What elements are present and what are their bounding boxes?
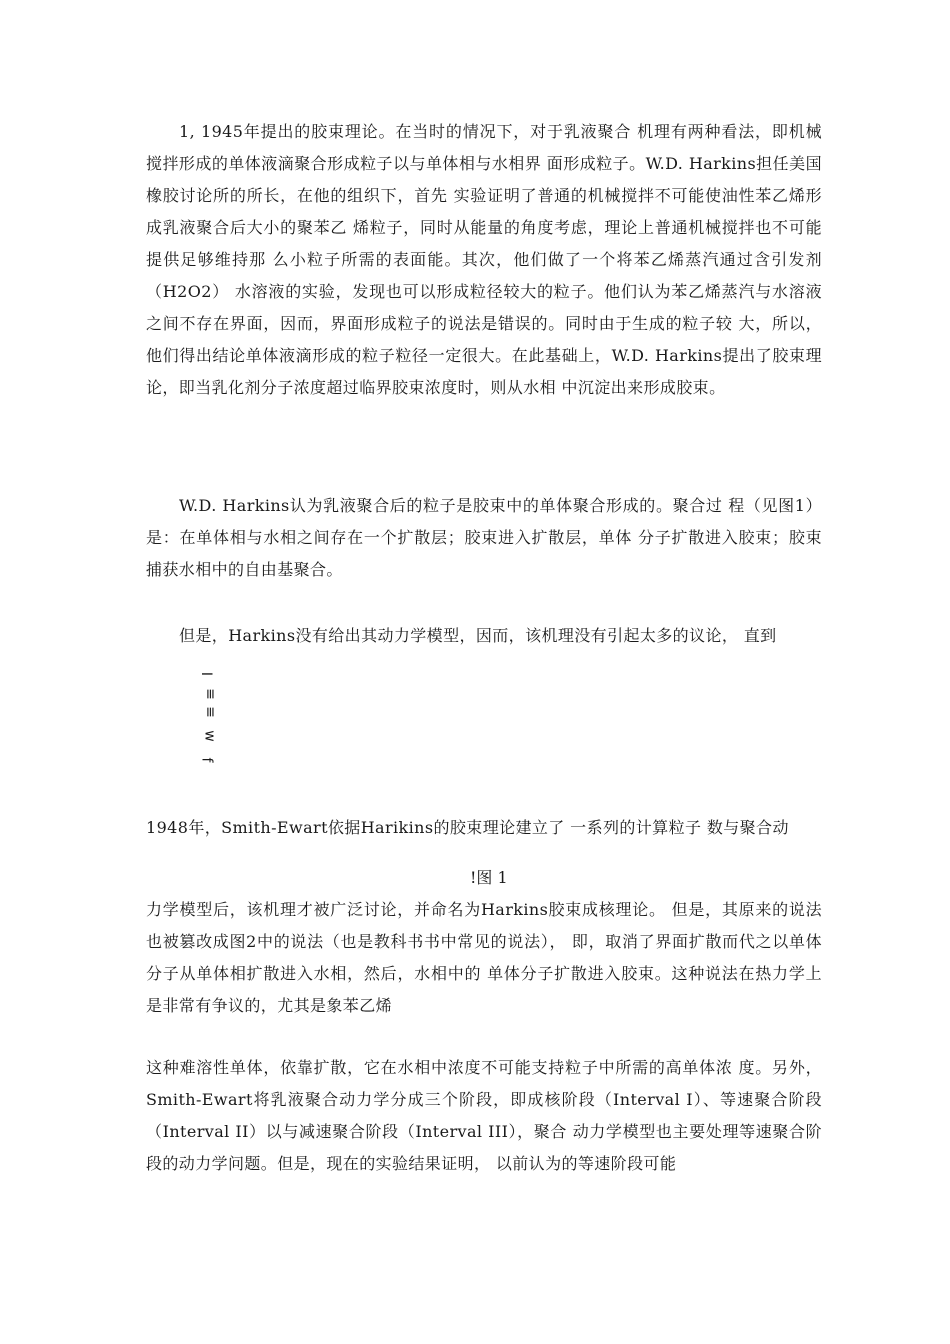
- figure-glyph: f: [198, 757, 215, 763]
- paragraph-6: 这种难溶性单体，依靠扩散，它在水相中浓度不可能支持粒子中所需的高单体浓 度。另外，Smith-Ewart将乳液聚合动力学分成三个阶段，即成核阶段（Interval I）、等速聚合阶段（Interval II）以与减速聚合阶段（Interval III），聚合 动力学模型也主要处理等速聚合阶段的动力学问题。但是，现在的实验结果证明， 以前认为的等速阶段可能: [146, 1058, 822, 1173]
- figure-caption: !图 1: [470, 868, 508, 887]
- paragraph-1: 1, 1945年提出的胶束理论。在当时的情况下，对于乳液聚合 机理有两种看法，即机械搅拌形成的单体液滴聚合形成粒子以与单体相与水相界 面形成粒子。W.D. Harkins担任美国橡胶讨论所的所长，在他的组织下，首先 实验证明了普通的机械搅拌不可能使油性苯乙烯形成乳液聚合后大小的聚苯乙 烯粒子，同时从能量的角度考虑，理论上普通机械搅拌也不可能提供足够维持那 么小粒子所需的表面能。其次，他们做了一个将苯乙烯蒸汽通过含引发剂（H2O2） 水溶液的实验，发现也可以形成粒径较大的粒子。他们认为苯乙烯蒸汽与水溶液 之间不存在界面，因而，界面形成粒子的说法是错误的。同时由于生成的粒子较 大，所以，他们得出结论单体液滴形成的粒子粒径一定很大。在此基础上，W.D. Harkins提出了胶束理论，即当乳化剂分子浓度超过临界胶束浓度时，则从水相 中沉淀出来形成胶束。: [146, 122, 822, 397]
- figure-glyph: I: [198, 671, 215, 677]
- paragraph-4: 1948年，Smith-Ewart依据Harikins的胶束理论建立了 一系列的计算粒子 数与聚合动: [146, 818, 789, 837]
- figure-glyph: w: [201, 730, 218, 742]
- paragraph-2: W.D. Harkins认为乳液聚合后的粒子是胶束中的单体聚合形成的。聚合过 程（见图1）是：在单体相与水相之间存在一个扩散层；胶束进入扩散层，单体 分子扩散进入胶束；胶束捕获水相中的自由基聚合。: [146, 496, 822, 579]
- paragraph-3: 但是，Harkins没有给出其动力学模型，因而，该机理没有引起太多的议论， 直到: [179, 626, 777, 645]
- figure-glyph: ≡: [201, 706, 218, 718]
- figure-glyph: ≡: [201, 688, 218, 700]
- paragraph-5: 力学模型后，该机理才被广泛讨论，并命名为Harkins胶束成核理论。 但是，其原来的说法也被篡改成图2中的说法（也是教科书书中常见的说法）， 即，取消了界面扩散而代之以单体分子从单体相扩散进入水相，然后，水相中的 单体分子扩散进入胶束。这种说法在热力学上是非常有争议的，尤其是象苯乙烯: [146, 900, 822, 1015]
- figure-1-fragment: [196, 666, 226, 776]
